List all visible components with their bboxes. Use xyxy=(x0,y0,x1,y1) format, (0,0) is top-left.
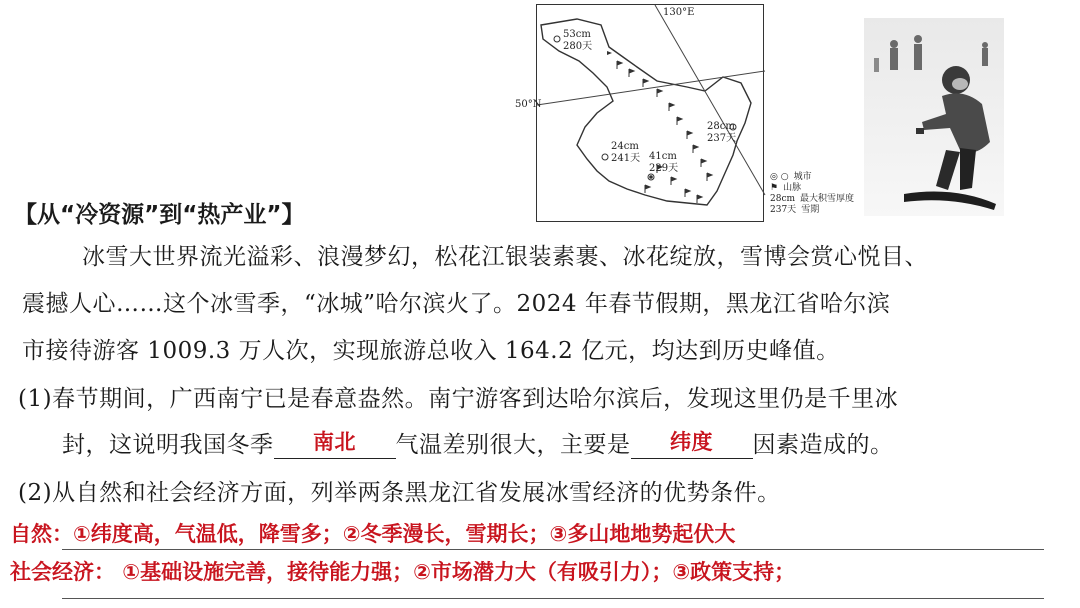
meridian-label: 130°E xyxy=(663,7,695,18)
q1-text-a: 封，这说明我国冬季 xyxy=(62,432,274,458)
question-1-line-1: (1)春节期间，广西南宁已是春意盎然。南宁游客到达哈尔滨后，发现这里仍是千里冰 xyxy=(18,386,899,412)
mountain-symbol-icon: ⚑ xyxy=(770,183,779,193)
section-title: 【从“冷资源”到“热产业”】 xyxy=(14,202,305,228)
paragraph-line: 市接待游客 1009.3 万人次，实现旅游总收入 164.2 亿元，均达到历史峰值。 xyxy=(22,338,840,364)
city-depth: 24cm xyxy=(611,141,639,152)
question-1-line-2 xyxy=(62,426,894,459)
answer-social: 社会经济： ①基础设施完善，接待能力强；②市场潜力大（有吸引力）；③政策支持； xyxy=(10,560,796,584)
city-days: 280天 xyxy=(563,41,593,52)
legend-depth-row xyxy=(770,194,854,205)
answer-line-1 xyxy=(62,549,1044,550)
map-legend xyxy=(770,172,854,216)
legend-days-label: 雪期 xyxy=(801,205,820,215)
question-2: (2)从自然和社会经济方面，列举两条黑龙江省发展冰雪经济的优势条件。 xyxy=(18,480,781,506)
heilongjiang-map xyxy=(515,4,764,222)
legend-mountain-label: 山脉 xyxy=(783,183,802,193)
fill-blank-2[interactable] xyxy=(631,432,753,459)
city-depth: 53cm xyxy=(563,29,591,40)
legend-depth-label: 最大积雪厚度 xyxy=(800,194,855,204)
legend-days-sample: 237天 xyxy=(770,205,797,215)
paragraph-line: 震撼人心……这个冰雪季，“冰城”哈尔滨火了。2024 年春节假期，黑龙江省哈尔滨 xyxy=(22,291,891,317)
answer-natural: 自然：①纬度高，气温低，降雪多；②冬季漫长，雪期长；③多山地地势起伏大 xyxy=(10,522,736,546)
legend-depth-sample: 28cm xyxy=(770,194,796,204)
legend-days-row xyxy=(770,205,854,216)
city-depth: 28cm xyxy=(707,121,735,132)
paragraph-line: 冰雪大世界流光溢彩、浪漫梦幻，松花江银装素裹、冰花绽放，雪博会赏心悦目、 xyxy=(82,244,928,270)
legend-city-row xyxy=(770,172,854,183)
blank-2-answer: 纬度 xyxy=(670,430,713,454)
parallel-label: 50°N xyxy=(515,99,542,110)
photo-drawing xyxy=(864,18,1004,216)
city-days: 237天 xyxy=(707,133,737,144)
city-symbol-icon: ◎ ○ xyxy=(770,172,789,182)
city-days: 229天 xyxy=(649,163,679,174)
q1-text-b: 气温差别很大，主要是 xyxy=(395,432,631,458)
legend-city-label: 城市 xyxy=(793,172,812,182)
city-depth: 41cm xyxy=(649,151,677,162)
q1-text-c: 因素造成的。 xyxy=(752,432,894,458)
answer-line-2 xyxy=(62,598,1044,599)
city-days: 241天 xyxy=(611,153,641,164)
blank-1-answer: 南北 xyxy=(313,430,356,454)
legend-mountain-row xyxy=(770,183,854,194)
fill-blank-1[interactable] xyxy=(274,432,396,459)
snowboarder-photo xyxy=(864,18,1004,216)
